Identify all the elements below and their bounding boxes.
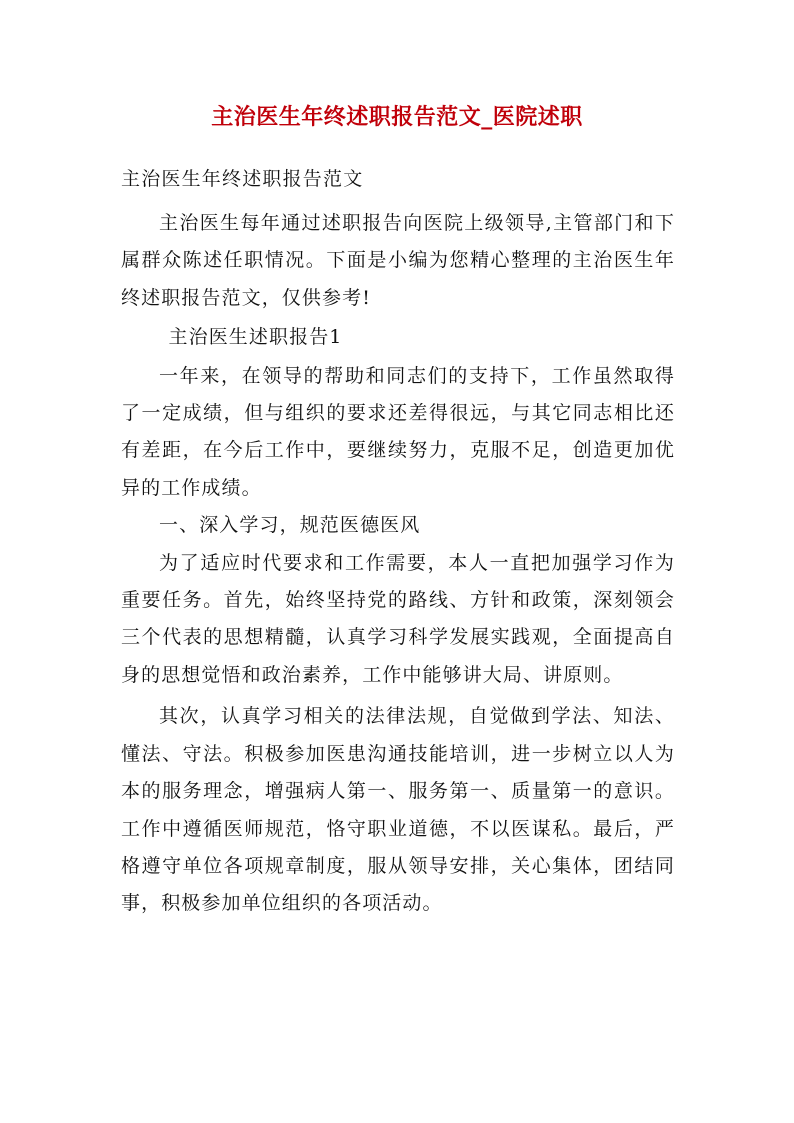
report-title: 主治医生述职报告1	[168, 326, 343, 349]
paragraph-2: 为了适应时代要求和工作需要，本人一直把加强学习作为重要任务。首先，始终坚持党的路线、方针和政策，深刻领会三个代表的思想精髓，认真学习科学发展实践观，全面提高自身的思想觉悟和政治素养，工作中能够讲大局、讲原则。	[121, 551, 675, 686]
paragraph-1: 一年来，在领导的帮助和同志们的支持下，工作虽然取得了一定成绩，但与组织的要求还差得很远，与其它同志相比还有差距，在今后工作中，要继续努力，克服不足，创造更加优异的工作成绩。	[121, 364, 675, 499]
document-subtitle: 主治医生年终述职报告范文	[121, 168, 364, 190]
document-title: 主治医生年终述职报告范文_医院述职	[211, 104, 583, 130]
document-body	[121, 205, 675, 923]
paragraph-3: 其次，认真学习相关的法律法规，自觉做到学法、知法、懂法、守法。积极参加医患沟通技能培训，进一步树立以人为本的服务理念，增强病人第一、服务第一、质量第一的意识。工作中遵循医师规范，恪守职业道德，不以医谋私。最后，严格遵守单位各项规章制度，服从领导安排，关心集体，团结同事，积极参加单位组织的各项活动。	[121, 705, 675, 915]
section-heading-1: 一、深入学习，规范医德医风	[159, 514, 421, 537]
intro-paragraph: 主治医生每年通过述职报告向医院上级领导,主管部门和下属群众陈述任职情况。下面是小编为您精心整理的主治医生年终述职报告范文，仅供参考!	[121, 212, 675, 309]
